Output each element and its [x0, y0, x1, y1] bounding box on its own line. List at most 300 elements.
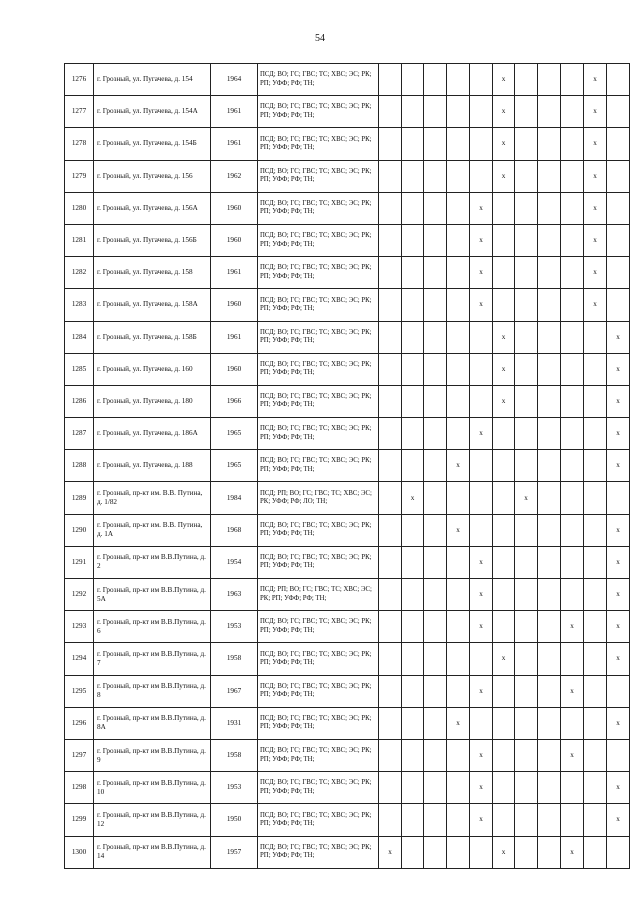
build-year-cell: 1967: [211, 675, 258, 707]
row-number: 1294: [65, 643, 94, 675]
period-mark-cell: [584, 418, 607, 450]
period-mark: x: [501, 654, 506, 663]
build-year-cell: 1958: [211, 739, 258, 771]
period-mark-cell: [447, 321, 470, 353]
period-mark-cell: [379, 257, 402, 289]
period-mark-cell: [379, 836, 402, 868]
period-mark-cell: [424, 224, 447, 256]
period-mark-cell: [493, 546, 515, 578]
period-mark-cell: [584, 257, 607, 289]
period-mark: x: [616, 396, 620, 405]
address-cell: г. Грозный, ул. Пугачева, д. 156А: [94, 192, 211, 224]
build-year-cell: 1963: [211, 579, 258, 611]
period-mark-cell: [515, 289, 538, 321]
address-cell: г. Грозный, ул. Пугачева, д. 154: [94, 64, 211, 96]
period-mark-cell: [402, 192, 424, 224]
period-mark-cell: [607, 353, 630, 385]
period-mark-cell: [493, 64, 515, 96]
period-mark: x: [479, 751, 483, 760]
table-row: [65, 579, 630, 611]
period-mark: x: [570, 751, 574, 760]
address-cell: г. Грозный, ул. Пугачева, д. 158Б: [94, 321, 211, 353]
period-mark-cell: [470, 385, 493, 417]
period-mark-cell: [402, 514, 424, 546]
period-mark-cell: [561, 514, 584, 546]
period-mark-cell: [561, 192, 584, 224]
repair-works-cell: ПСД; ВО; ГС; ГВС; ТС; ХВС; ЭС; РК; РП; УФФ; РФ; ТН;: [258, 418, 379, 450]
period-mark-cell: [379, 707, 402, 739]
row-number: 1298: [65, 772, 94, 804]
period-mark-cell: [379, 64, 402, 96]
row-number: 1277: [65, 96, 94, 128]
period-mark: x: [456, 461, 460, 470]
period-mark-cell: [607, 514, 630, 546]
period-mark-cell: [379, 675, 402, 707]
period-mark-cell: [561, 836, 584, 868]
row-number: 1300: [65, 836, 94, 868]
period-mark-cell: [402, 418, 424, 450]
period-mark-cell: [515, 836, 538, 868]
period-mark-cell: [561, 353, 584, 385]
period-mark: x: [501, 75, 506, 84]
address-cell: г. Грозный, ул. Пугачева, д. 154А: [94, 96, 211, 128]
period-mark-cell: [515, 321, 538, 353]
period-mark-cell: [515, 192, 538, 224]
period-mark-cell: [447, 482, 470, 514]
period-mark: x: [593, 139, 597, 148]
period-mark-cell: [515, 257, 538, 289]
period-mark-cell: [607, 418, 630, 450]
period-mark-cell: [379, 96, 402, 128]
row-number: 1283: [65, 289, 94, 321]
period-mark-cell: [424, 482, 447, 514]
period-mark-cell: [538, 804, 561, 836]
period-mark-cell: [447, 418, 470, 450]
period-mark-cell: [515, 707, 538, 739]
repair-works-cell: ПСД; ВО; ГС; ГВС; ТС; ХВС; ЭС; РК; РП; УФФ; РФ; ТН;: [258, 675, 379, 707]
build-year-cell: 1960: [211, 224, 258, 256]
period-mark-cell: [447, 546, 470, 578]
table-row: [65, 257, 630, 289]
period-mark-cell: [561, 128, 584, 160]
row-number: 1291: [65, 546, 94, 578]
address-cell: г. Грозный, ул. Пугачева, д. 154Б: [94, 128, 211, 160]
repair-works-cell: ПСД; ВО; ГС; ГВС; ТС; ХВС; ЭС; РК; РП; УФФ; РФ; ТН;: [258, 224, 379, 256]
period-mark-cell: [424, 353, 447, 385]
table-row: [65, 418, 630, 450]
period-mark-cell: [561, 385, 584, 417]
row-number: 1290: [65, 514, 94, 546]
period-mark-cell: [607, 482, 630, 514]
period-mark-cell: [515, 418, 538, 450]
period-mark-cell: [402, 739, 424, 771]
period-mark-cell: [538, 643, 561, 675]
period-mark-cell: [515, 128, 538, 160]
period-mark: x: [593, 171, 597, 180]
period-mark-cell: [470, 611, 493, 643]
period-mark-cell: [470, 836, 493, 868]
build-year-cell: 1960: [211, 289, 258, 321]
period-mark-cell: [538, 64, 561, 96]
period-mark: x: [616, 364, 620, 373]
period-mark-cell: [561, 450, 584, 482]
row-number: 1286: [65, 385, 94, 417]
period-mark-cell: [584, 289, 607, 321]
build-year-cell: 1954: [211, 546, 258, 578]
period-mark-cell: [379, 353, 402, 385]
period-mark-cell: [470, 321, 493, 353]
table-row: [65, 128, 630, 160]
period-mark-cell: [402, 257, 424, 289]
period-mark-cell: [561, 675, 584, 707]
period-mark-cell: [470, 707, 493, 739]
period-mark: x: [570, 622, 574, 631]
period-mark-cell: [493, 418, 515, 450]
build-year-cell: 1965: [211, 450, 258, 482]
period-mark-cell: [447, 385, 470, 417]
repair-works-cell: ПСД; ВО; ГС; ГВС; ТС; ХВС; ЭС; РК; РП; УФФ; РФ; ТН;: [258, 96, 379, 128]
period-mark-cell: [493, 353, 515, 385]
period-mark-cell: [379, 289, 402, 321]
build-year-cell: 1961: [211, 257, 258, 289]
period-mark-cell: [584, 611, 607, 643]
period-mark-cell: [538, 224, 561, 256]
period-mark-cell: [402, 289, 424, 321]
repair-works-cell: ПСД; ВО; ГС; ГВС; ТС; ХВС; ЭС; РК; РП; УФФ; РФ; ТН;: [258, 192, 379, 224]
period-mark-cell: [402, 675, 424, 707]
period-mark-cell: [447, 707, 470, 739]
period-mark-cell: [538, 96, 561, 128]
period-mark-cell: [424, 321, 447, 353]
period-mark-cell: [538, 707, 561, 739]
period-mark-cell: [607, 546, 630, 578]
period-mark-cell: [379, 546, 402, 578]
period-mark-cell: [379, 385, 402, 417]
period-mark-cell: [607, 675, 630, 707]
repair-works-cell: ПСД; ВО; ГС; ГВС; ТС; ХВС; ЭС; РК; РП; УФФ; РФ; ТН;: [258, 804, 379, 836]
period-mark-cell: [447, 514, 470, 546]
period-mark: x: [593, 300, 597, 309]
period-mark-cell: [561, 64, 584, 96]
period-mark-cell: [515, 675, 538, 707]
address-cell: г. Грозный, пр-кт им В.В.Путина, д. 9: [94, 739, 211, 771]
period-mark-cell: [424, 836, 447, 868]
table-row: [65, 611, 630, 643]
repair-works-cell: ПСД; ВО; ГС; ГВС; ТС; ХВС; ЭС; РК; РП; УФФ; РФ; ТН;: [258, 546, 379, 578]
build-year-cell: 1960: [211, 353, 258, 385]
period-mark-cell: [584, 192, 607, 224]
period-mark: x: [456, 718, 460, 727]
period-mark-cell: [538, 579, 561, 611]
build-year-cell: 1965: [211, 418, 258, 450]
period-mark-cell: [470, 192, 493, 224]
table-row: [65, 64, 630, 96]
row-number: 1285: [65, 353, 94, 385]
period-mark-cell: [607, 643, 630, 675]
period-mark-cell: [424, 804, 447, 836]
repair-works-cell: ПСД; ВО; ГС; ГВС; ТС; ХВС; ЭС; РК; РП; УФФ; РФ; ТН;: [258, 514, 379, 546]
period-mark-cell: [470, 96, 493, 128]
period-mark: x: [501, 396, 506, 405]
period-mark-cell: [561, 257, 584, 289]
period-mark-cell: [584, 675, 607, 707]
period-mark-cell: [424, 289, 447, 321]
period-mark: x: [616, 590, 620, 599]
period-mark-cell: [561, 707, 584, 739]
period-mark-cell: [584, 482, 607, 514]
period-mark-cell: [515, 772, 538, 804]
period-mark: x: [479, 429, 483, 438]
address-cell: г. Грозный, пр-кт им В.В.Путина, д. 7: [94, 643, 211, 675]
table-row: [65, 224, 630, 256]
period-mark-cell: [584, 64, 607, 96]
period-mark: x: [593, 75, 597, 84]
row-number: 1288: [65, 450, 94, 482]
period-mark-cell: [515, 385, 538, 417]
period-mark-cell: [561, 289, 584, 321]
period-mark-cell: [493, 160, 515, 192]
period-mark: x: [479, 300, 483, 309]
housing-repair-table: [64, 63, 630, 869]
period-mark-cell: [607, 836, 630, 868]
address-cell: г. Грозный, пр-кт им. В.В. Путина, д. 1А: [94, 514, 211, 546]
period-mark-cell: [424, 192, 447, 224]
period-mark-cell: [493, 836, 515, 868]
period-mark-cell: [561, 418, 584, 450]
period-mark-cell: [607, 321, 630, 353]
period-mark-cell: [515, 739, 538, 771]
period-mark-cell: [561, 772, 584, 804]
period-mark-cell: [607, 385, 630, 417]
period-mark-cell: [402, 836, 424, 868]
repair-works-cell: ПСД; ВО; ГС; ГВС; ТС; ХВС; ЭС; РК; РП; УФФ; РФ; ТН;: [258, 385, 379, 417]
row-number: 1295: [65, 675, 94, 707]
row-number: 1299: [65, 804, 94, 836]
period-mark-cell: [447, 224, 470, 256]
period-mark: x: [616, 654, 620, 663]
period-mark-cell: [447, 192, 470, 224]
period-mark-cell: [607, 804, 630, 836]
period-mark-cell: [470, 128, 493, 160]
period-mark-cell: [607, 739, 630, 771]
table-row: [65, 160, 630, 192]
period-mark-cell: [379, 192, 402, 224]
period-mark-cell: [584, 353, 607, 385]
period-mark-cell: [515, 96, 538, 128]
period-mark-cell: [424, 128, 447, 160]
period-mark-cell: [447, 836, 470, 868]
period-mark-cell: [470, 804, 493, 836]
address-cell: г. Грозный, пр-кт им В.В.Путина, д. 6: [94, 611, 211, 643]
period-mark-cell: [493, 450, 515, 482]
period-mark-cell: [607, 64, 630, 96]
period-mark: x: [479, 783, 483, 792]
address-cell: г. Грозный, ул. Пугачева, д. 160: [94, 353, 211, 385]
repair-works-cell: ПСД; ВО; ГС; ГВС; ТС; ХВС; ЭС; РК; РП; УФФ; РФ; ТН;: [258, 611, 379, 643]
period-mark-cell: [493, 611, 515, 643]
repair-works-cell: ПСД; ВО; ГС; ГВС; ТС; ХВС; ЭС; РК; РП; УФФ; РФ; ТН;: [258, 643, 379, 675]
period-mark: x: [479, 815, 483, 824]
repair-works-cell: ПСД; ВО; ГС; ГВС; ТС; ХВС; ЭС; РК; РП; УФФ; РФ; ТН;: [258, 257, 379, 289]
period-mark-cell: [402, 546, 424, 578]
table-row: [65, 804, 630, 836]
period-mark-cell: [402, 353, 424, 385]
period-mark-cell: [538, 514, 561, 546]
period-mark-cell: [607, 579, 630, 611]
period-mark-cell: [584, 450, 607, 482]
period-mark-cell: [402, 224, 424, 256]
period-mark-cell: [584, 128, 607, 160]
period-mark-cell: [402, 579, 424, 611]
period-mark-cell: [584, 224, 607, 256]
page-number: 54: [315, 33, 325, 44]
period-mark-cell: [470, 257, 493, 289]
period-mark-cell: [470, 64, 493, 96]
period-mark-cell: [584, 96, 607, 128]
table-row: [65, 353, 630, 385]
period-mark-cell: [493, 482, 515, 514]
row-number: 1297: [65, 739, 94, 771]
period-mark-cell: [424, 64, 447, 96]
period-mark-cell: [470, 579, 493, 611]
build-year-cell: 1958: [211, 643, 258, 675]
period-mark-cell: [424, 643, 447, 675]
period-mark-cell: [515, 224, 538, 256]
table-row: [65, 321, 630, 353]
build-year-cell: 1957: [211, 836, 258, 868]
repair-works-cell: ПСД; РП; ВО; ГС; ГВС; ТС; ХВС; ЭС; РК; РП; УФФ; РФ; ТН;: [258, 579, 379, 611]
period-mark: x: [616, 718, 620, 727]
address-cell: г. Грозный, пр-кт им. В.В. Путина, д. 1/82: [94, 482, 211, 514]
period-mark-cell: [515, 643, 538, 675]
period-mark-cell: [584, 772, 607, 804]
period-mark-cell: [447, 289, 470, 321]
period-mark-cell: [447, 772, 470, 804]
period-mark-cell: [447, 675, 470, 707]
period-mark-cell: [493, 772, 515, 804]
period-mark-cell: [584, 579, 607, 611]
period-mark-cell: [561, 579, 584, 611]
row-number: 1284: [65, 321, 94, 353]
period-mark-cell: [538, 772, 561, 804]
period-mark-cell: [561, 739, 584, 771]
period-mark-cell: [447, 450, 470, 482]
period-mark-cell: [493, 192, 515, 224]
period-mark: x: [501, 139, 506, 148]
period-mark-cell: [493, 96, 515, 128]
address-cell: г. Грозный, пр-кт им В.В.Путина, д. 8: [94, 675, 211, 707]
period-mark-cell: [561, 224, 584, 256]
period-mark-cell: [561, 321, 584, 353]
period-mark: x: [593, 203, 597, 212]
period-mark: x: [616, 332, 620, 341]
period-mark-cell: [447, 739, 470, 771]
period-mark: x: [616, 557, 620, 566]
period-mark-cell: [424, 707, 447, 739]
period-mark-cell: [493, 224, 515, 256]
table-row: [65, 675, 630, 707]
period-mark-cell: [447, 64, 470, 96]
repair-works-cell: ПСД; ВО; ГС; ГВС; ТС; ХВС; ЭС; РК; РП; УФФ; РФ; ТН;: [258, 772, 379, 804]
repair-works-cell: ПСД; ВО; ГС; ГВС; ТС; ХВС; ЭС; РК; РП; УФФ; РФ; ТН;: [258, 64, 379, 96]
period-mark-cell: [402, 385, 424, 417]
period-mark-cell: [402, 804, 424, 836]
period-mark-cell: [493, 514, 515, 546]
period-mark-cell: [515, 160, 538, 192]
repair-works-cell: ПСД; РП; ВО; ГС; ГВС; ТС; ХВС; ЭС; РК; УФФ; РФ; ЛО; ТН;: [258, 482, 379, 514]
period-mark-cell: [493, 128, 515, 160]
period-mark-cell: [493, 321, 515, 353]
period-mark-cell: [470, 160, 493, 192]
repair-works-cell: ПСД; ВО; ГС; ГВС; ТС; ХВС; ЭС; РК; РП; УФФ; РФ; ТН;: [258, 707, 379, 739]
period-mark-cell: [515, 353, 538, 385]
period-mark-cell: [379, 224, 402, 256]
period-mark-cell: [470, 546, 493, 578]
period-mark-cell: [470, 482, 493, 514]
period-mark-cell: [607, 450, 630, 482]
period-mark-cell: [584, 385, 607, 417]
period-mark-cell: [424, 450, 447, 482]
period-mark: x: [570, 847, 574, 856]
period-mark-cell: [379, 611, 402, 643]
period-mark-cell: [493, 257, 515, 289]
period-mark-cell: [561, 160, 584, 192]
period-mark-cell: [379, 804, 402, 836]
address-cell: г. Грозный, ул. Пугачева, д. 186А: [94, 418, 211, 450]
period-mark-cell: [447, 353, 470, 385]
period-mark: x: [456, 525, 460, 534]
period-mark: x: [616, 461, 620, 470]
period-mark-cell: [607, 611, 630, 643]
address-cell: г. Грозный, ул. Пугачева, д. 158: [94, 257, 211, 289]
period-mark-cell: [447, 128, 470, 160]
row-number: 1276: [65, 64, 94, 96]
row-number: 1287: [65, 418, 94, 450]
period-mark-cell: [379, 418, 402, 450]
period-mark-cell: [402, 611, 424, 643]
period-mark: x: [524, 493, 528, 502]
repair-works-cell: ПСД; ВО; ГС; ГВС; ТС; ХВС; ЭС; РК; РП; УФФ; РФ; ТН;: [258, 321, 379, 353]
period-mark-cell: [424, 739, 447, 771]
period-mark-cell: [424, 675, 447, 707]
period-mark-cell: [515, 579, 538, 611]
address-cell: г. Грозный, пр-кт им В.В.Путина, д. 8А: [94, 707, 211, 739]
build-year-cell: 1960: [211, 192, 258, 224]
period-mark: x: [501, 847, 506, 856]
address-cell: г. Грозный, ул. Пугачева, д. 188: [94, 450, 211, 482]
row-number: 1289: [65, 482, 94, 514]
build-year-cell: 1931: [211, 707, 258, 739]
period-mark: x: [616, 783, 620, 792]
period-mark-cell: [379, 643, 402, 675]
period-mark-cell: [493, 289, 515, 321]
period-mark-cell: [424, 96, 447, 128]
period-mark-cell: [538, 836, 561, 868]
period-mark-cell: [584, 836, 607, 868]
period-mark-cell: [424, 579, 447, 611]
period-mark: x: [479, 590, 483, 599]
period-mark: x: [501, 332, 506, 341]
period-mark-cell: [584, 707, 607, 739]
period-mark-cell: [470, 418, 493, 450]
table-row: [65, 772, 630, 804]
table-row: [65, 385, 630, 417]
period-mark-cell: [379, 739, 402, 771]
build-year-cell: 1961: [211, 128, 258, 160]
period-mark-cell: [538, 289, 561, 321]
period-mark-cell: [402, 482, 424, 514]
build-year-cell: 1968: [211, 514, 258, 546]
